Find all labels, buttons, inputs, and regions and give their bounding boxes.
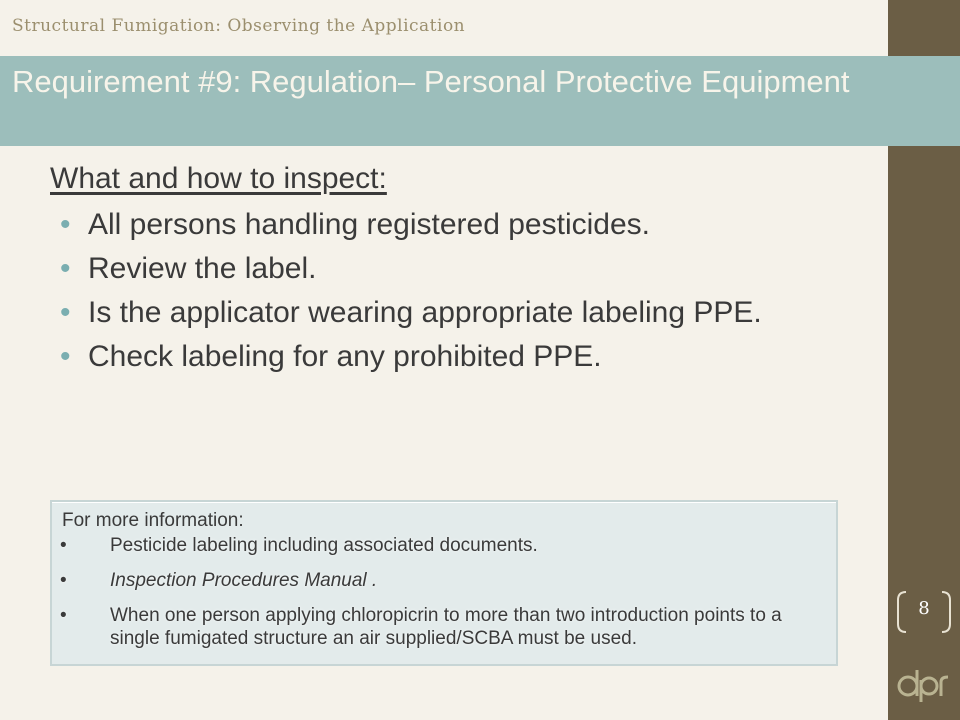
bullet-icon: • — [60, 252, 71, 285]
list-item: • Review the label. — [60, 250, 860, 288]
list-item: • Inspection Procedures Manual . — [60, 570, 378, 591]
list-item: • Pesticide labeling including associated documents. — [60, 535, 538, 556]
slide-title: Requirement #9: Regulation– Personal Protective Equipment — [12, 64, 850, 99]
page-number: 8 — [918, 598, 930, 619]
list-item: • All persons handling registered pesticides. — [60, 206, 860, 244]
section-heading: What and how to inspect: — [50, 162, 387, 195]
bullet-icon: • — [60, 208, 71, 241]
list-item: • Check labeling for any prohibited PPE. — [60, 338, 860, 376]
bullet-icon: • — [60, 605, 67, 626]
presentation-subtitle: Structural Fumigation: Observing the Application — [12, 16, 466, 36]
list-item: • When one person applying chloropicrin to more than two introduction points to a single fumigated structure an air supplied/SCBA must be used. — [60, 605, 782, 649]
list-item: • Is the applicator wearing appropriate labeling PPE. — [60, 294, 860, 332]
bullet-icon: • — [60, 570, 67, 591]
bullet-icon: • — [60, 340, 71, 373]
info-box-heading: For more information: — [62, 510, 244, 531]
main-bullet-list — [60, 206, 860, 382]
info-box — [50, 500, 838, 666]
bullet-icon: • — [60, 535, 67, 556]
info-box-list — [60, 534, 820, 662]
dpr-logo-icon — [896, 660, 956, 704]
bullet-icon: • — [60, 296, 71, 329]
